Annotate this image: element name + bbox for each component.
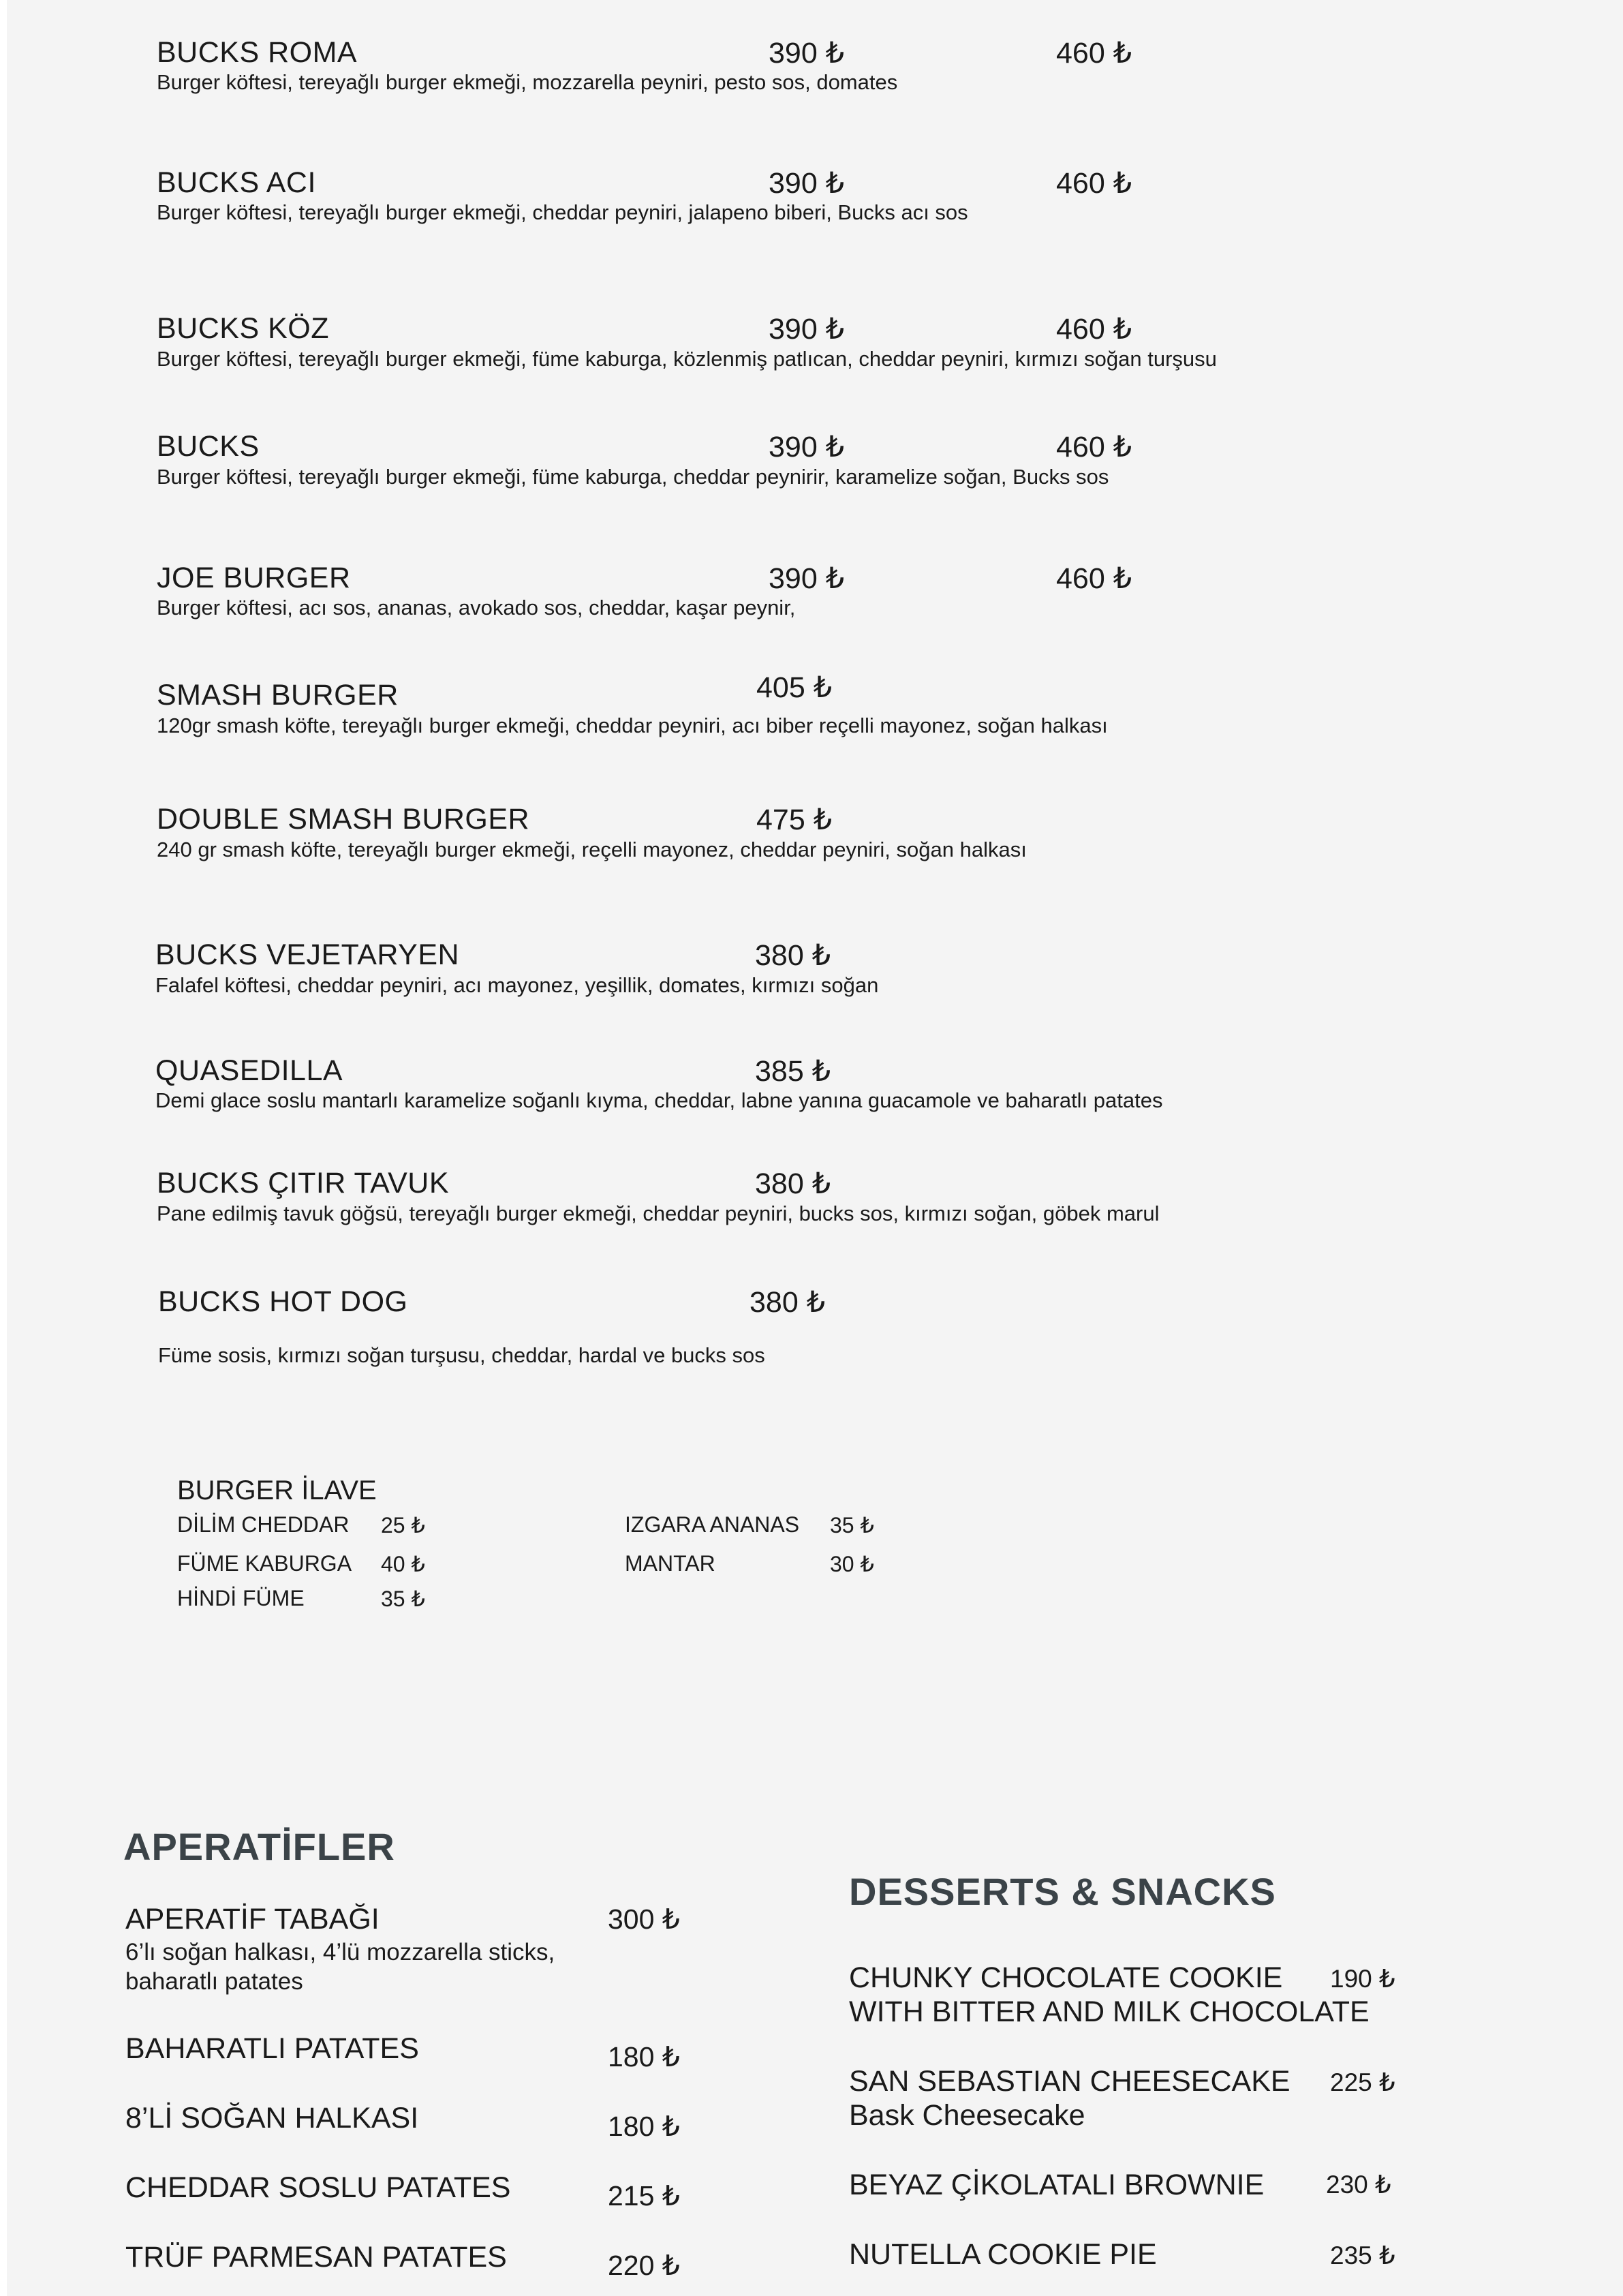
- appetizer-price: 300 ₺: [608, 1903, 680, 1935]
- appetizer-price: 180 ₺: [608, 2111, 680, 2142]
- addon-price: 35 ₺: [381, 1587, 425, 1611]
- menu-item-price: 385 ₺: [755, 1055, 831, 1088]
- menu-item-name: BUCKS ROMA: [157, 36, 358, 69]
- dessert-name: BEYAZ ÇİKOLATALI BROWNIE: [849, 2169, 1265, 2201]
- menu-item-description: Pane edilmiş tavuk göğsü, tereyağlı burger ekmeği, cheddar peyniri, bucks sos, kırmızı soğan, göbek marul: [157, 1201, 1160, 1225]
- addon-price: 35 ₺: [830, 1513, 874, 1537]
- menu-item-name: BUCKS ACI: [157, 166, 316, 199]
- addon-name: HİNDİ FÜME: [177, 1586, 305, 1610]
- menu-item-price-double: 460 ₺: [1056, 313, 1132, 346]
- desserts-section-title: DESSERTS & SNACKS: [849, 1870, 1276, 1913]
- menu-item-name: BUCKS ÇITIR TAVUK: [157, 1167, 450, 1199]
- menu-item-price-single: 390 ₺: [769, 313, 845, 346]
- menu-item-description: Burger köftesi, acı sos, ananas, avokado sos, cheddar, kaşar peynir,: [157, 596, 796, 619]
- menu-item-description: Burger köftesi, tereyağlı burger ekmeği, füme kaburga, cheddar peynirir, karamelize soğan, Bucks sos: [157, 465, 1109, 489]
- menu-item-name: BUCKS HOT DOG: [158, 1285, 408, 1318]
- dessert-name: CHUNKY CHOCOLATE COOKIE: [849, 1961, 1283, 1994]
- addons-title: BURGER İLAVE: [177, 1475, 377, 1505]
- appetizer-price: 180 ₺: [608, 2041, 680, 2072]
- menu-item-price-double: 460 ₺: [1056, 37, 1132, 70]
- menu-item-price-single: 390 ₺: [769, 167, 845, 200]
- dessert-price: 225 ₺: [1330, 2068, 1395, 2096]
- menu-item-name: BUCKS KÖZ: [157, 312, 329, 345]
- appetizers-section-title: APERATİFLER: [123, 1825, 395, 1868]
- dessert-price: 230 ₺: [1326, 2171, 1391, 2199]
- dessert-price: 190 ₺: [1330, 1965, 1395, 1993]
- dessert-subtitle: Bask Cheesecake: [849, 2099, 1085, 2132]
- dessert-name: NUTELLA COOKIE PIE: [849, 2238, 1157, 2271]
- menu-item-price: 405 ₺: [756, 671, 833, 704]
- appetizer-name: TRÜF PARMESAN PATATES: [125, 2241, 507, 2274]
- menu-item-description: Füme sosis, kırmızı soğan turşusu, cheddar, hardal ve bucks sos: [158, 1343, 765, 1367]
- menu-item-price-single: 390 ₺: [769, 431, 845, 463]
- appetizer-name: CHEDDAR SOSLU PATATES: [125, 2171, 511, 2204]
- menu-item-description: 240 gr smash köfte, tereyağlı burger ekmeği, reçelli mayonez, cheddar peyniri, soğan halkası: [157, 838, 1027, 861]
- menu-page: [7, 0, 1623, 2296]
- menu-item-description: 120gr smash köfte, tereyağlı burger ekmeği, cheddar peyniri, acı biber reçelli mayonez, soğan halkası: [157, 714, 1108, 737]
- addon-name: FÜME KABURGA: [177, 1551, 352, 1576]
- addon-name: DİLİM CHEDDAR: [177, 1512, 350, 1537]
- menu-item-description: Burger köftesi, tereyağlı burger ekmeği, mozzarella peyniri, pesto sos, domates: [157, 70, 898, 94]
- dessert-price: 235 ₺: [1330, 2241, 1395, 2269]
- addon-name: MANTAR: [625, 1551, 715, 1576]
- menu-item-name: DOUBLE SMASH BURGER: [157, 803, 530, 836]
- appetizer-name: APERATİF TABAĞI: [125, 1903, 380, 1935]
- dessert-name: SAN SEBASTIAN CHEESECAKE: [849, 2065, 1290, 2098]
- menu-item-name: JOE BURGER: [157, 562, 351, 594]
- menu-item-price: 380 ₺: [749, 1286, 826, 1319]
- menu-item-price-double: 460 ₺: [1056, 562, 1132, 595]
- appetizer-price: 220 ₺: [608, 2250, 680, 2281]
- menu-item-price: 380 ₺: [755, 1167, 831, 1200]
- appetizer-price: 215 ₺: [608, 2180, 680, 2211]
- menu-item-description: Demi glace soslu mantarlı karamelize soğanlı kıyma, cheddar, labne yanına guacamole ve baharatlı patates: [155, 1088, 1163, 1112]
- addon-name: IZGARA ANANAS: [625, 1512, 800, 1537]
- menu-item-price: 380 ₺: [755, 939, 831, 972]
- menu-item-description: Burger köftesi, tereyağlı burger ekmeği, füme kaburga, közlenmiş patlıcan, cheddar peyniri, kırmızı soğan turşusu: [157, 347, 1217, 371]
- menu-item-name: BUCKS VEJETARYEN: [155, 938, 460, 971]
- menu-item-description: Burger köftesi, tereyağlı burger ekmeği, cheddar peyniri, jalapeno biberi, Bucks acı sos: [157, 200, 968, 224]
- menu-item-name: SMASH BURGER: [157, 679, 399, 711]
- appetizer-description: 6’lı soğan halkası, 4’lü mozzarella sticks,: [125, 1939, 555, 1965]
- menu-item-price-single: 390 ₺: [769, 562, 845, 595]
- addon-price: 40 ₺: [381, 1552, 425, 1576]
- addon-price: 25 ₺: [381, 1513, 425, 1537]
- menu-item-price-double: 460 ₺: [1056, 167, 1132, 200]
- appetizer-description: baharatlı patates: [125, 1968, 303, 1995]
- addon-price: 30 ₺: [830, 1552, 874, 1576]
- menu-item-name: BUCKS: [157, 430, 260, 463]
- dessert-subtitle: WITH BITTER AND MILK CHOCOLATE: [849, 1995, 1370, 2028]
- appetizer-name: BAHARATLI PATATES: [125, 2032, 419, 2065]
- menu-item-price-single: 390 ₺: [769, 37, 845, 70]
- menu-item-description: Falafel köftesi, cheddar peyniri, acı mayonez, yeşillik, domates, kırmızı soğan: [155, 973, 879, 997]
- menu-item-price-double: 460 ₺: [1056, 431, 1132, 463]
- appetizer-name: 8’Lİ SOĞAN HALKASI: [125, 2102, 419, 2134]
- menu-item-name: QUASEDILLA: [155, 1054, 343, 1087]
- menu-item-price: 475 ₺: [756, 803, 833, 836]
